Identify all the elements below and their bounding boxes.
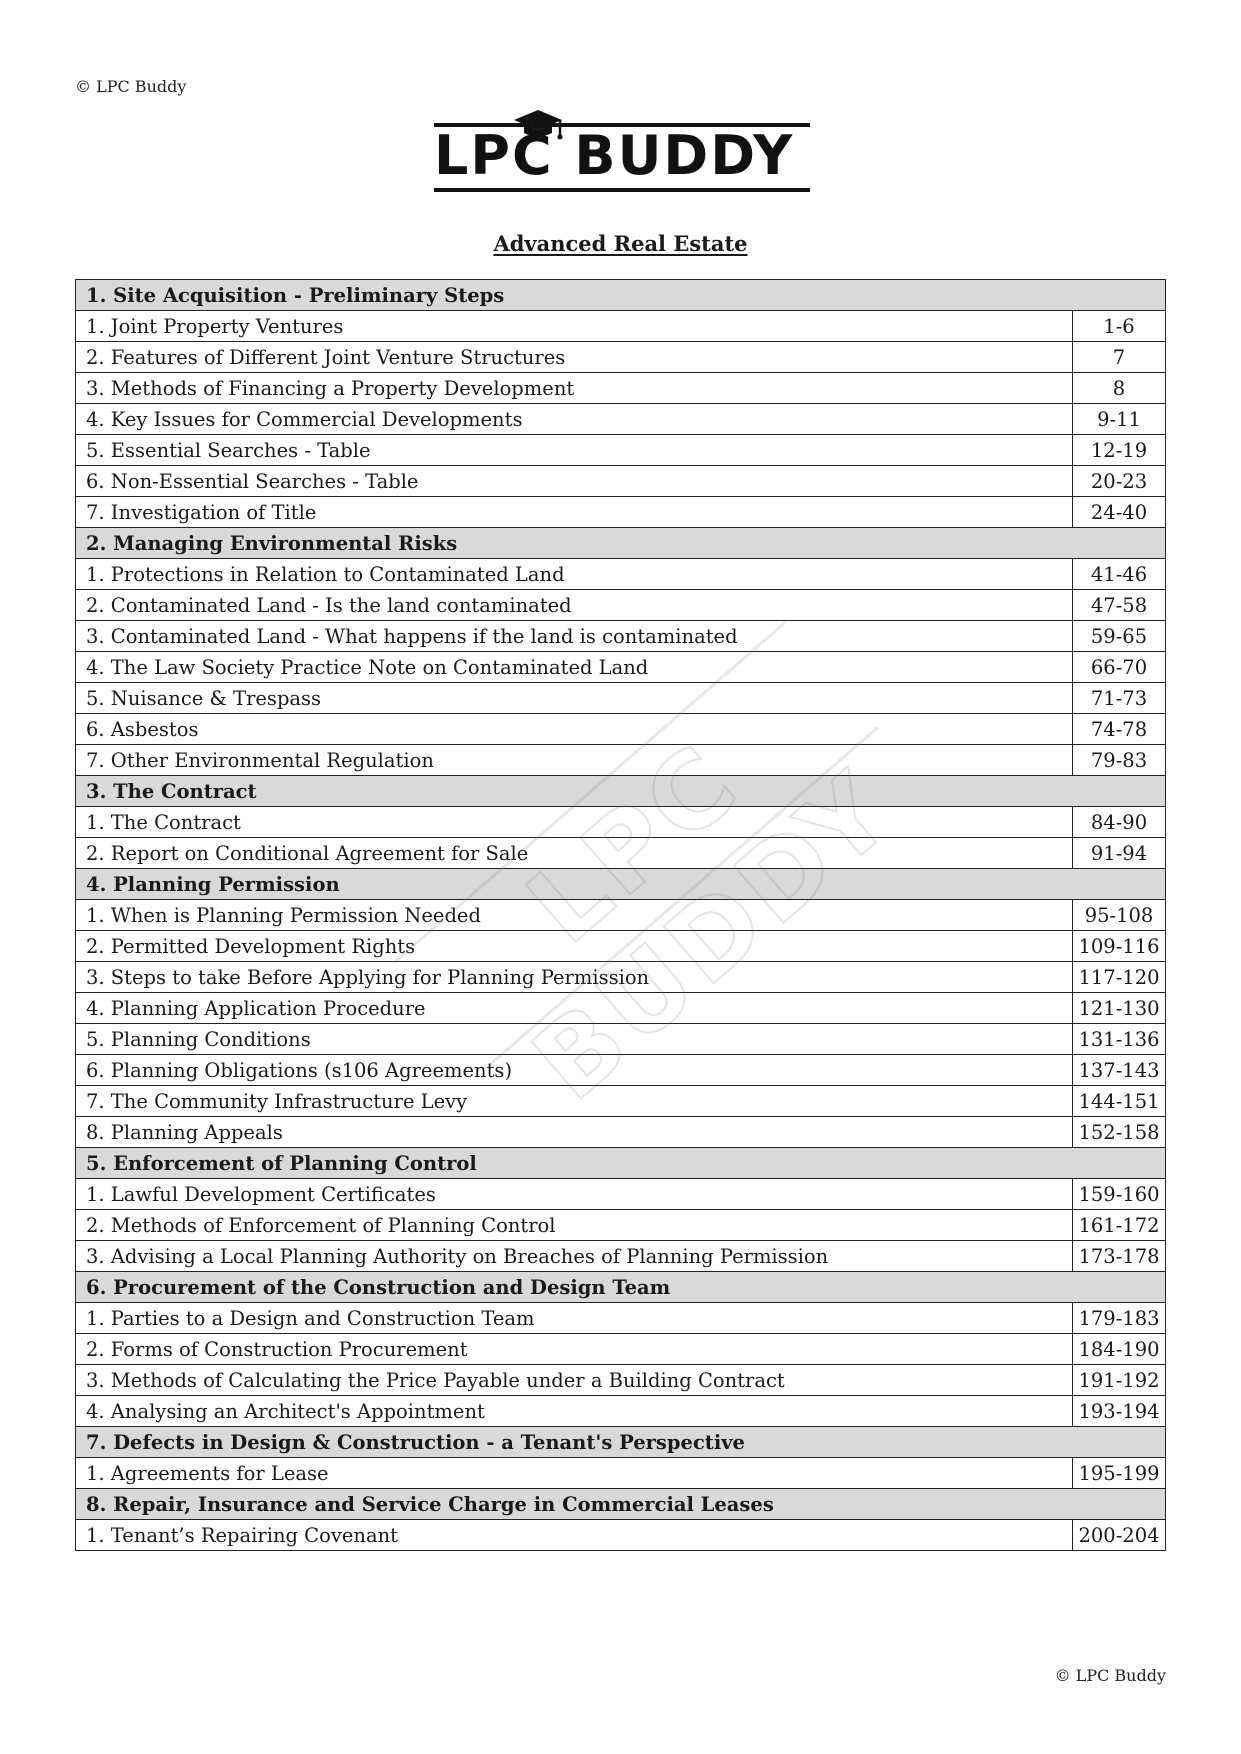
toc-entry-title: 2. Forms of Construction Procurement xyxy=(76,1334,1073,1365)
document-title: Advanced Real Estate xyxy=(493,231,748,256)
toc-section-row xyxy=(76,1489,1166,1520)
toc-entry-row xyxy=(76,1024,1166,1055)
toc-entry-pages: 131-136 xyxy=(1073,1024,1166,1055)
toc-section-row xyxy=(76,776,1166,807)
toc-entry-pages: 121-130 xyxy=(1073,993,1166,1024)
toc-section-title: 2. Managing Environmental Risks xyxy=(76,528,1166,559)
toc-section-title: 3. The Contract xyxy=(76,776,1166,807)
toc-entry-pages: 20-23 xyxy=(1073,466,1166,497)
toc-entry-title: 2. Permitted Development Rights xyxy=(76,931,1073,962)
toc-entry-title: 2. Report on Conditional Agreement for Sale xyxy=(76,838,1073,869)
toc-entry-title: 4. Analysing an Architect's Appointment xyxy=(76,1396,1073,1427)
toc-entry-pages: 7 xyxy=(1073,342,1166,373)
toc-body xyxy=(76,280,1166,1551)
toc-entry-title: 1. Joint Property Ventures xyxy=(76,311,1073,342)
toc-section-row xyxy=(76,869,1166,900)
toc-entry-row xyxy=(76,497,1166,528)
table-of-contents xyxy=(75,279,1166,1551)
toc-entry-pages: 109-116 xyxy=(1073,931,1166,962)
toc-entry-row xyxy=(76,1520,1166,1551)
toc-entry-row xyxy=(76,559,1166,590)
toc-section-title: 6. Procurement of the Construction and Design Team xyxy=(76,1272,1166,1303)
toc-entry-row xyxy=(76,435,1166,466)
toc-entry-title: 7. The Community Infrastructure Levy xyxy=(76,1086,1073,1117)
toc-entry-title: 7. Other Environmental Regulation xyxy=(76,745,1073,776)
toc-entry-title: 3. Steps to take Before Applying for Planning Permission xyxy=(76,962,1073,993)
toc-entry-row xyxy=(76,1086,1166,1117)
toc-section-row xyxy=(76,1148,1166,1179)
toc-entry-row xyxy=(76,1303,1166,1334)
toc-entry-row xyxy=(76,1117,1166,1148)
toc-entry-pages: 144-151 xyxy=(1073,1086,1166,1117)
toc-entry-row xyxy=(76,373,1166,404)
toc-entry-title: 1. The Contract xyxy=(76,807,1073,838)
toc-entry-pages: 84-90 xyxy=(1073,807,1166,838)
toc-entry-row xyxy=(76,807,1166,838)
header-copyright: © LPC Buddy xyxy=(75,77,187,96)
toc-entry-row xyxy=(76,466,1166,497)
toc-entry-title: 6. Asbestos xyxy=(76,714,1073,745)
toc-entry-pages: 159-160 xyxy=(1073,1179,1166,1210)
toc-entry-row xyxy=(76,652,1166,683)
toc-section-row xyxy=(76,528,1166,559)
toc-entry-pages: 179-183 xyxy=(1073,1303,1166,1334)
toc-entry-title: 3. Methods of Calculating the Price Payable under a Building Contract xyxy=(76,1365,1073,1396)
toc-entry-title: 1. Protections in Relation to Contaminated Land xyxy=(76,559,1073,590)
toc-entry-row xyxy=(76,931,1166,962)
toc-entry-row xyxy=(76,1365,1166,1396)
toc-entry-pages: 59-65 xyxy=(1073,621,1166,652)
toc-entry-pages: 200-204 xyxy=(1073,1520,1166,1551)
toc-entry-row xyxy=(76,1055,1166,1086)
logo-wordmark: LPC BUDDY xyxy=(434,124,795,187)
toc-entry-pages: 66-70 xyxy=(1073,652,1166,683)
toc-entry-title: 5. Planning Conditions xyxy=(76,1024,1073,1055)
toc-entry-row xyxy=(76,1334,1166,1365)
toc-entry-pages: 193-194 xyxy=(1073,1396,1166,1427)
toc-section-row xyxy=(76,280,1166,311)
toc-entry-title: 6. Planning Obligations (s106 Agreements) xyxy=(76,1055,1073,1086)
toc-entry-pages: 24-40 xyxy=(1073,497,1166,528)
toc-entry-pages: 195-199 xyxy=(1073,1458,1166,1489)
toc-entry-title: 1. Tenant’s Repairing Covenant xyxy=(76,1520,1073,1551)
toc-entry-pages: 91-94 xyxy=(1073,838,1166,869)
toc-entry-pages: 137-143 xyxy=(1073,1055,1166,1086)
toc-entry-title: 7. Investigation of Title xyxy=(76,497,1073,528)
toc-entry-row xyxy=(76,621,1166,652)
toc-entry-title: 5. Nuisance & Trespass xyxy=(76,683,1073,714)
toc-entry-pages: 152-158 xyxy=(1073,1117,1166,1148)
logo-bottom-rule xyxy=(434,188,810,192)
toc-entry-pages: 71-73 xyxy=(1073,683,1166,714)
toc-entry-title: 3. Contaminated Land - What happens if the land is contaminated xyxy=(76,621,1073,652)
toc-entry-title: 4. The Law Society Practice Note on Contaminated Land xyxy=(76,652,1073,683)
toc-entry-row xyxy=(76,404,1166,435)
toc-entry-title: 1. Parties to a Design and Construction Team xyxy=(76,1303,1073,1334)
toc-entry-row xyxy=(76,900,1166,931)
toc-entry-row xyxy=(76,838,1166,869)
lpc-buddy-logo xyxy=(434,106,810,196)
toc-entry-pages: 74-78 xyxy=(1073,714,1166,745)
toc-entry-pages: 47-58 xyxy=(1073,590,1166,621)
toc-entry-title: 4. Key Issues for Commercial Developments xyxy=(76,404,1073,435)
toc-section-title: 1. Site Acquisition - Preliminary Steps xyxy=(76,280,1166,311)
toc-entry-row xyxy=(76,1210,1166,1241)
toc-entry-row xyxy=(76,962,1166,993)
toc-entry-title: 3. Advising a Local Planning Authority on Breaches of Planning Permission xyxy=(76,1241,1073,1272)
toc-entry-row xyxy=(76,1179,1166,1210)
toc-entry-row xyxy=(76,683,1166,714)
toc-entry-row xyxy=(76,311,1166,342)
toc-section-title: 5. Enforcement of Planning Control xyxy=(76,1148,1166,1179)
toc-section-title: 8. Repair, Insurance and Service Charge in Commercial Leases xyxy=(76,1489,1166,1520)
toc-entry-pages: 41-46 xyxy=(1073,559,1166,590)
toc-entry-title: 5. Essential Searches - Table xyxy=(76,435,1073,466)
toc-entry-pages: 9-11 xyxy=(1073,404,1166,435)
toc-entry-row xyxy=(76,993,1166,1024)
toc-entry-row xyxy=(76,714,1166,745)
toc-entry-title: 1. Lawful Development Certificates xyxy=(76,1179,1073,1210)
toc-entry-title: 2. Contaminated Land - Is the land contaminated xyxy=(76,590,1073,621)
footer-copyright: © LPC Buddy xyxy=(1054,1666,1166,1685)
toc-entry-row xyxy=(76,1241,1166,1272)
toc-entry-title: 3. Methods of Financing a Property Development xyxy=(76,373,1073,404)
toc-entry-row xyxy=(76,590,1166,621)
toc-entry-row xyxy=(76,1458,1166,1489)
toc-entry-title: 6. Non-Essential Searches - Table xyxy=(76,466,1073,497)
toc-entry-row xyxy=(76,745,1166,776)
toc-entry-pages: 173-178 xyxy=(1073,1241,1166,1272)
toc-section-row xyxy=(76,1427,1166,1458)
toc-entry-row xyxy=(76,342,1166,373)
toc-entry-title: 8. Planning Appeals xyxy=(76,1117,1073,1148)
toc-entry-title: 2. Features of Different Joint Venture Structures xyxy=(76,342,1073,373)
toc-entry-row xyxy=(76,1396,1166,1427)
toc-entry-pages: 161-172 xyxy=(1073,1210,1166,1241)
watermark-text: LPC BUDDY xyxy=(504,719,918,1124)
toc-section-title: 4. Planning Permission xyxy=(76,869,1166,900)
toc-entry-pages: 191-192 xyxy=(1073,1365,1166,1396)
toc-entry-pages: 95-108 xyxy=(1073,900,1166,931)
toc-entry-pages: 8 xyxy=(1073,373,1166,404)
toc-entry-title: 1. Agreements for Lease xyxy=(76,1458,1073,1489)
toc-entry-pages: 1-6 xyxy=(1073,311,1166,342)
toc-section-row xyxy=(76,1272,1166,1303)
toc-entry-pages: 184-190 xyxy=(1073,1334,1166,1365)
toc-section-title: 7. Defects in Design & Construction - a Tenant's Perspective xyxy=(76,1427,1166,1458)
toc-entry-pages: 12-19 xyxy=(1073,435,1166,466)
toc-entry-title: 4. Planning Application Procedure xyxy=(76,993,1073,1024)
toc-entry-pages: 79-83 xyxy=(1073,745,1166,776)
toc-entry-title: 2. Methods of Enforcement of Planning Control xyxy=(76,1210,1073,1241)
toc-entry-title: 1. When is Planning Permission Needed xyxy=(76,900,1073,931)
toc-entry-pages: 117-120 xyxy=(1073,962,1166,993)
